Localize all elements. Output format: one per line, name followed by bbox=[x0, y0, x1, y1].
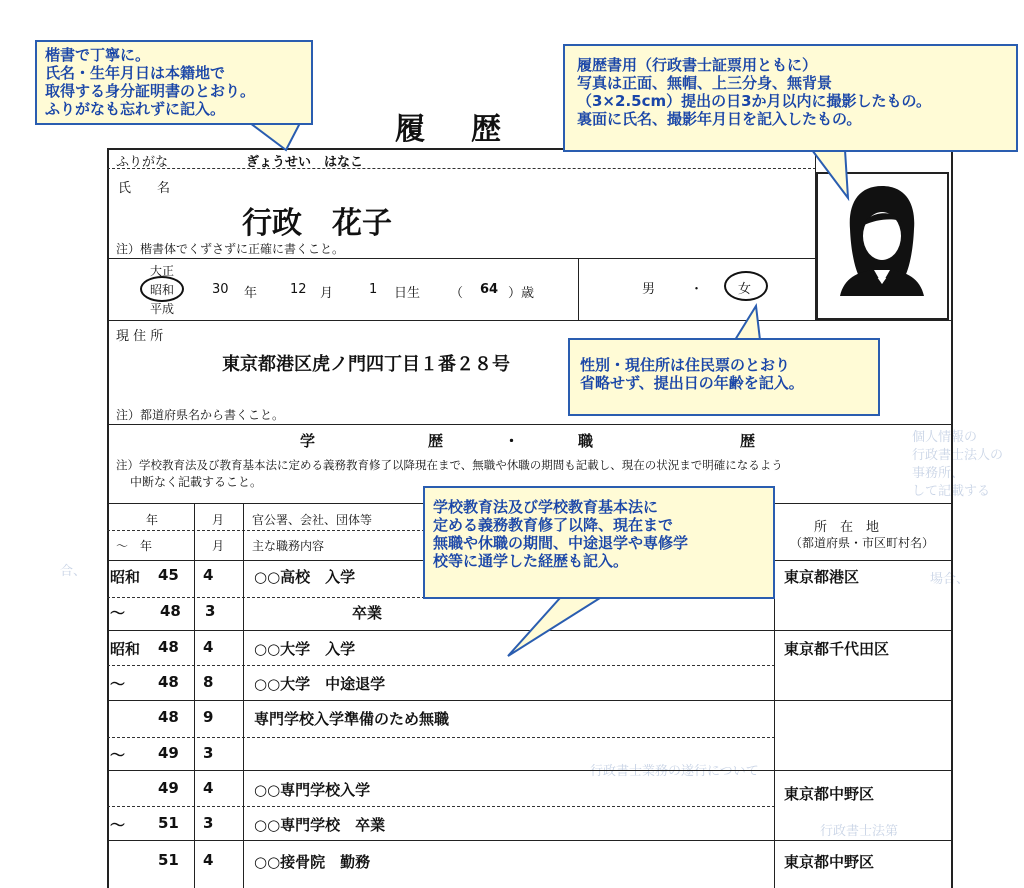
age-open: （ bbox=[450, 286, 464, 301]
row-year: 51 bbox=[158, 851, 179, 869]
photo-frame bbox=[816, 172, 949, 320]
row-content: ○○専門学校入学 bbox=[254, 781, 371, 799]
history-heading-1: 学 bbox=[300, 432, 316, 450]
name-label: 氏 名 bbox=[118, 181, 171, 196]
row-content: ○○高校 入学 bbox=[254, 568, 356, 586]
col-month-top: 月 bbox=[212, 513, 225, 527]
col-loc-bottom: （都道府県・市区町村名） bbox=[790, 536, 935, 550]
row-month: 8 bbox=[203, 673, 214, 691]
row-content: ○○接骨院 勤務 bbox=[254, 853, 371, 871]
row-year: 45 bbox=[158, 566, 179, 584]
row-location: 東京都港区 bbox=[784, 568, 860, 586]
address-note: 注）都道府県名から書くこと。 bbox=[116, 408, 285, 422]
row-content: 卒業 bbox=[352, 604, 383, 622]
document-title: 履 歴 bbox=[395, 112, 509, 147]
col-year-bottom: ～ 年 bbox=[116, 539, 153, 553]
callout-history-instructions: 学校教育法及び学校教育基本法に 定める義務教育修了以降、現在まで 無職や休職の期間、中途退学や専修学 校等に通学した経歴も記入。 bbox=[423, 486, 775, 599]
gender-female: 女 bbox=[738, 282, 752, 297]
col-year-top: 年 bbox=[146, 513, 159, 527]
col-org-top: 官公署、会社、団体等 bbox=[252, 513, 373, 527]
row-era: 昭和 bbox=[110, 568, 141, 586]
era-heisei: 平成 bbox=[150, 302, 175, 316]
birth-month-unit: 月 bbox=[320, 286, 334, 301]
row-content: 専門学校入学準備のため無職 bbox=[254, 710, 450, 728]
row-month: 3 bbox=[203, 814, 214, 832]
birth-year: 30 bbox=[212, 282, 229, 297]
era-showa: 昭和 bbox=[150, 283, 175, 297]
row-content: ○○大学 中途退学 bbox=[254, 675, 386, 693]
name-note: 注）楷書体でくずさずに正確に書くこと。 bbox=[116, 242, 345, 256]
row-era: ～ bbox=[110, 816, 126, 834]
age-value: 64 bbox=[480, 282, 499, 297]
row-era: ～ bbox=[110, 604, 126, 622]
row-location: 東京都中野区 bbox=[784, 785, 875, 803]
birth-day: 1 bbox=[369, 282, 378, 297]
gender-dot: ・ bbox=[690, 282, 704, 297]
furigana-value: ぎょうせい はなこ bbox=[246, 155, 364, 170]
gender-male: 男 bbox=[642, 282, 656, 297]
row-content: ○○大学 入学 bbox=[254, 640, 356, 658]
age-close: ）歳 bbox=[508, 286, 535, 301]
row-month: 4 bbox=[203, 566, 214, 584]
row-year: 51 bbox=[158, 814, 179, 832]
row-year: 48 bbox=[158, 673, 179, 691]
row-month: 3 bbox=[205, 602, 216, 620]
birth-month: 12 bbox=[290, 282, 307, 297]
row-month: 4 bbox=[203, 779, 214, 797]
row-month: 4 bbox=[203, 851, 214, 869]
history-heading-4: 職 bbox=[578, 432, 594, 450]
row-year: 48 bbox=[158, 638, 179, 656]
row-content: ○○専門学校 卒業 bbox=[254, 816, 386, 834]
history-note-line2: 中断なく記載すること。 bbox=[130, 475, 263, 489]
row-year: 49 bbox=[158, 779, 179, 797]
name-value: 行政 花子 bbox=[242, 206, 392, 241]
row-era: ～ bbox=[110, 746, 126, 764]
row-era: ～ bbox=[110, 675, 126, 693]
callout-photo-instructions: 履歴書用（行政書士証票用ともに） 写真は正面、無帽、上三分身、無背景 （3×2.5cm）提出の日3か月以内に撮影したもの。 裏面に氏名、撮影年月日を記入したもの。 bbox=[563, 44, 1018, 152]
row-location: 東京都中野区 bbox=[784, 853, 875, 871]
row-month: 3 bbox=[203, 744, 214, 762]
address-label: 現 住 所 bbox=[116, 329, 164, 344]
row-year: 48 bbox=[158, 708, 179, 726]
history-heading-3: ・ bbox=[504, 432, 520, 450]
furigana-label: ふりがな bbox=[116, 155, 169, 170]
history-note-line1: 注）学校教育法及び教育基本法に定める義務教育修了以降現在まで、無職や休職の期間も記載し、現在の状況まで明確になるよう bbox=[116, 458, 783, 472]
history-heading-5: 歴 bbox=[740, 432, 756, 450]
callout-name-instructions: 楷書で丁寧に。 氏名・生年月日は本籍地で 取得する身分証明書のとおり。 ふりがなも忘れずに記入。 bbox=[35, 40, 313, 125]
birth-day-unit: 日生 bbox=[394, 286, 421, 301]
row-month: 4 bbox=[203, 638, 214, 656]
era-taisho: 大正 bbox=[150, 264, 175, 278]
address-value: 東京都港区虎ノ門四丁目１番２８号 bbox=[222, 354, 510, 375]
col-loc-top: 所 在 地 bbox=[814, 520, 880, 535]
col-month-bottom: 月 bbox=[212, 539, 225, 553]
gender-selected-circle bbox=[724, 271, 768, 301]
person-silhouette-icon bbox=[818, 174, 947, 318]
row-year: 48 bbox=[160, 602, 181, 620]
history-heading-2: 歴 bbox=[428, 432, 444, 450]
col-org-bottom: 主な職務内容 bbox=[252, 539, 325, 553]
row-month: 9 bbox=[203, 708, 214, 726]
row-year: 49 bbox=[158, 744, 179, 762]
row-location: 東京都千代田区 bbox=[784, 640, 890, 658]
era-selected-circle bbox=[140, 276, 184, 302]
row-era: 昭和 bbox=[110, 640, 141, 658]
callout-gender-address: 性別・現住所は住民票のとおり 省略せず、提出日の年齢を記入。 bbox=[568, 338, 880, 416]
birth-year-unit: 年 bbox=[244, 286, 258, 301]
